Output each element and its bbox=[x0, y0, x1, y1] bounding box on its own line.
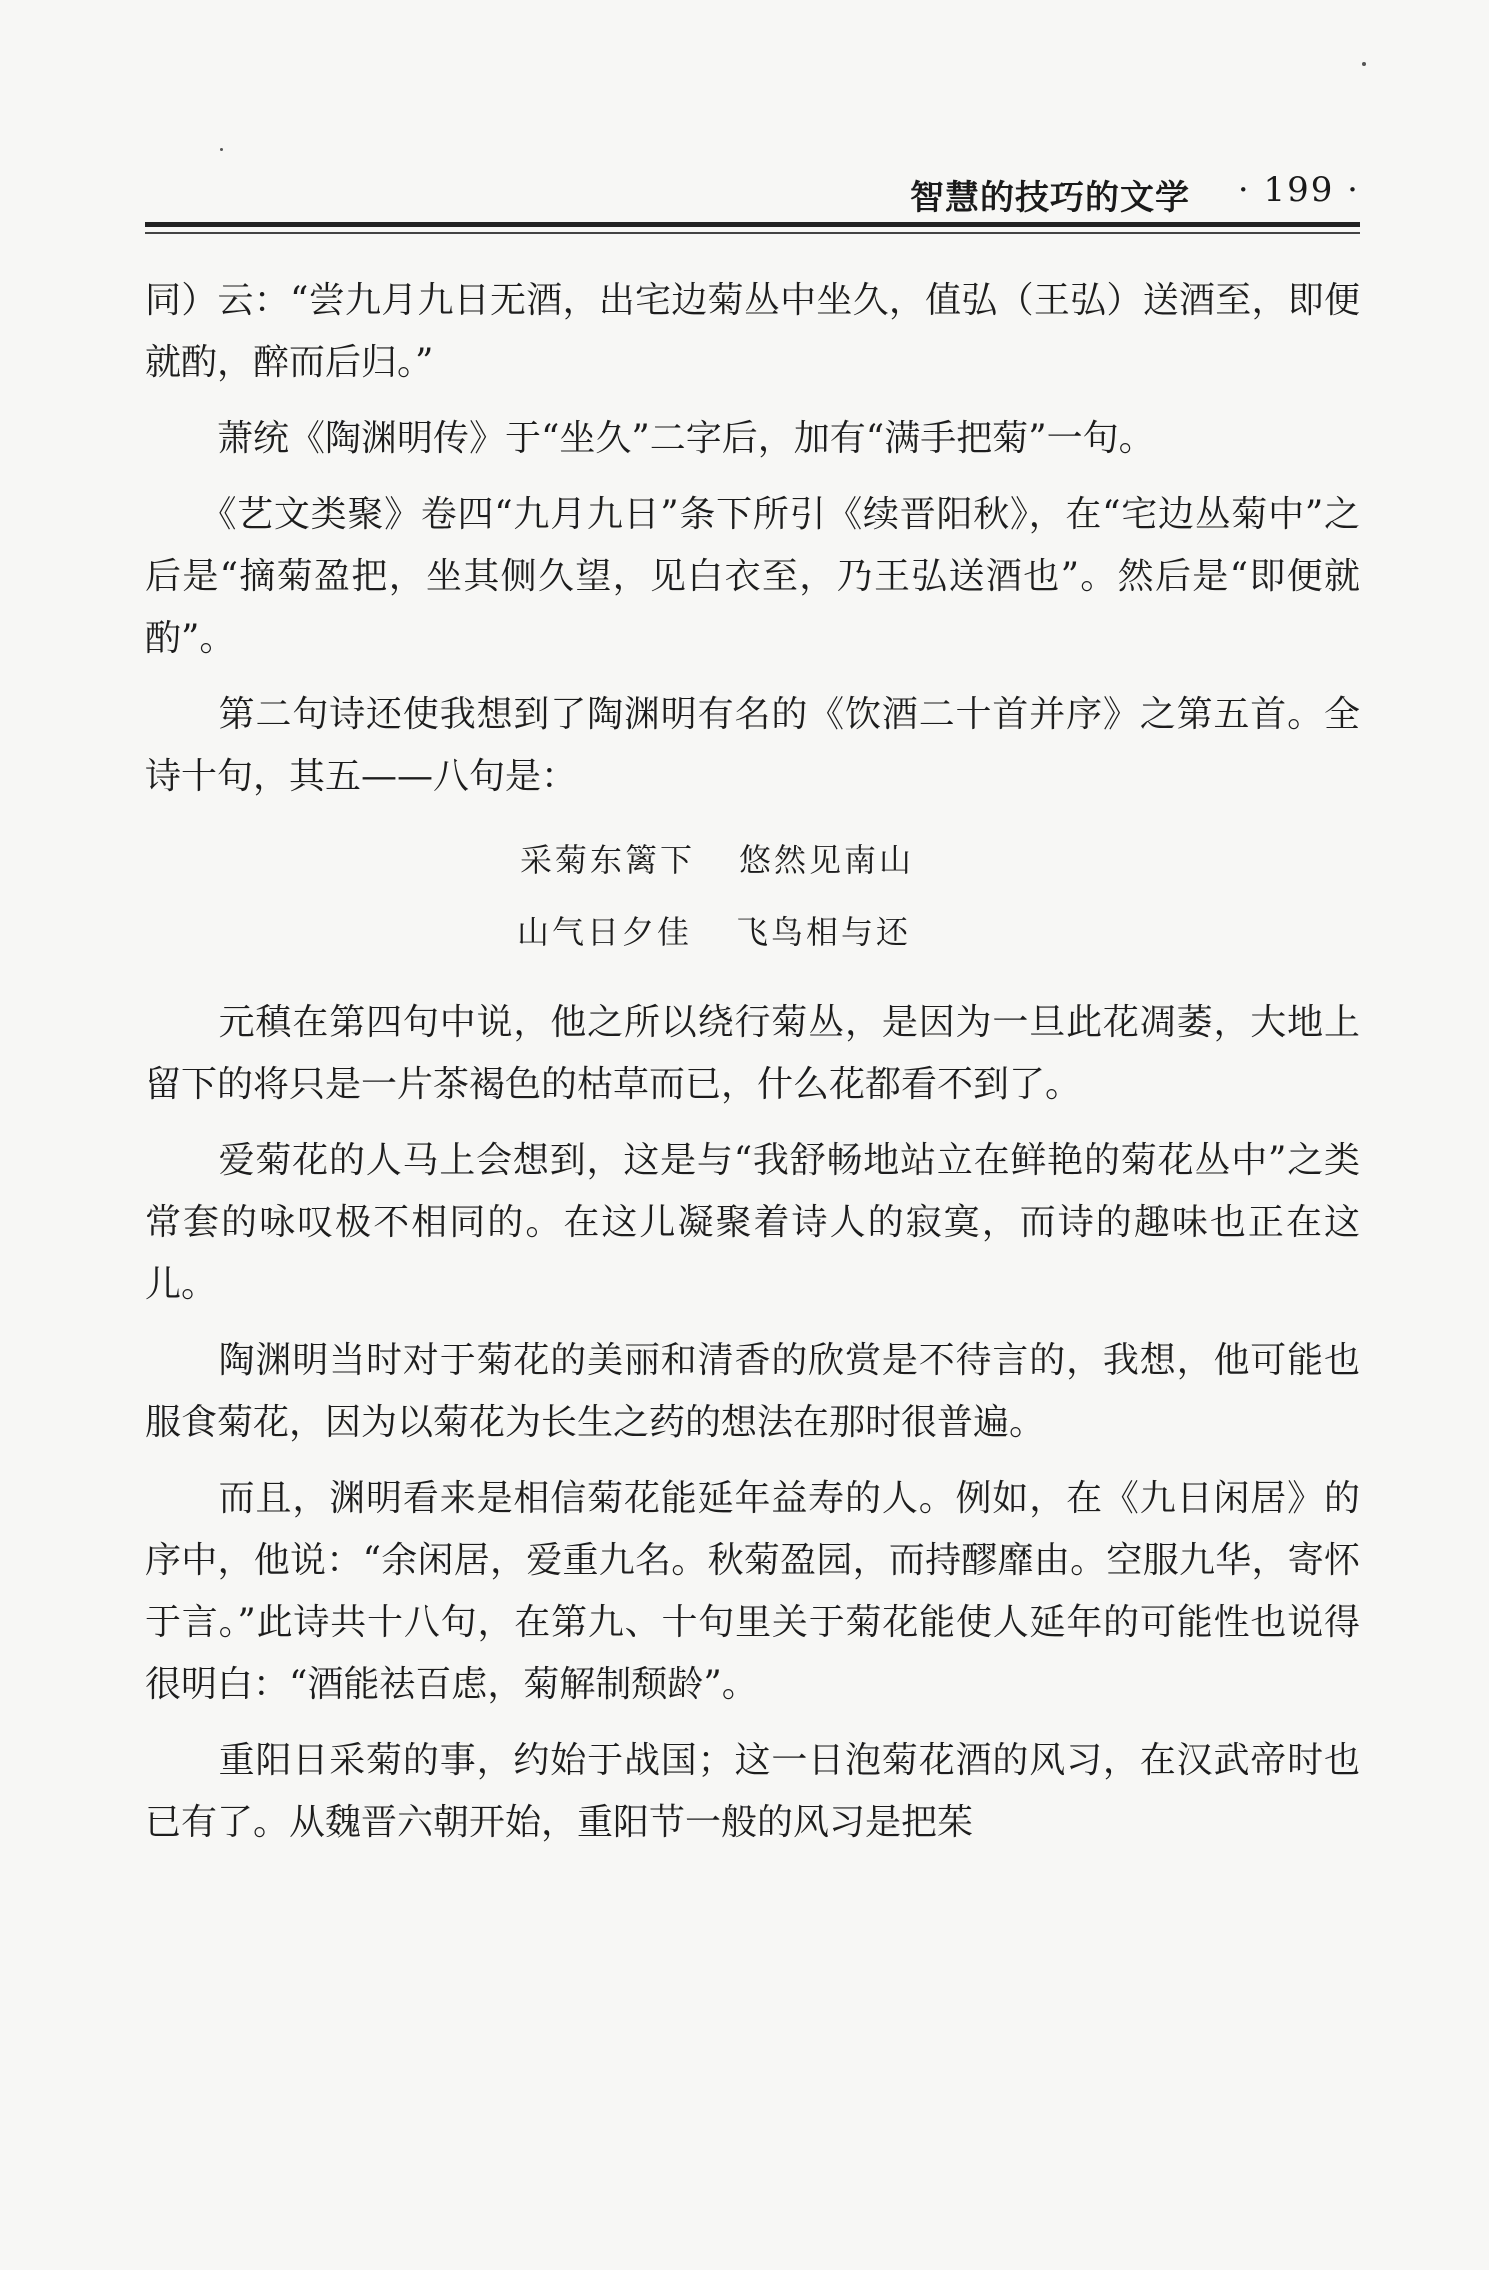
running-title: 智慧的技巧的文学 bbox=[910, 178, 1190, 218]
paragraph: 第二句诗还使我想到了陶渊明有名的《饮酒二十首并序》之第五首。全诗十句，其五——八句是： bbox=[145, 694, 1360, 797]
print-speck bbox=[220, 148, 223, 151]
paragraph: 同）云：“尝九月九日无酒，出宅边菊丛中坐久，值弘（王弘）送酒至，即便就酌，醉而后归。” bbox=[145, 280, 1360, 383]
paragraph: 而且，渊明看来是相信菊花能延年益寿的人。例如，在《九日闲居》的序中，他说：“余闲居，爱重九名。秋菊盈园，而持醪靡由。空服九华，寄怀于言。”此诗共十八句，在第九、十句里关于菊花能使人延年的可能性也说得很明白：“酒能祛百虑，菊解制颓龄”。 bbox=[145, 1478, 1360, 1705]
page-number: · 199 · bbox=[1237, 170, 1360, 210]
poem-hemistich: 采菊东篱下 bbox=[520, 841, 696, 879]
paragraph: 元稹在第四句中说，他之所以绕行菊丛，是因为一旦此花凋萎，大地上留下的将只是一片茶褐色的枯草而已，什么花都看不到了。 bbox=[145, 1002, 1360, 1105]
paragraph: 重阳日采菊的事，约始于战国；这一日泡菊花酒的风习，在汉武帝时也已有了。从魏晋六朝开始，重阳节一般的风习是把茱 bbox=[145, 1740, 1360, 1843]
header-rule-thin bbox=[145, 232, 1360, 234]
poem-hemistich: 悠然见南山 bbox=[739, 841, 915, 879]
poem-line bbox=[145, 824, 1360, 896]
paragraph: 萧统《陶渊明传》于“坐久”二字后，加有“满手把菊”一句。 bbox=[145, 418, 1155, 459]
header-rule bbox=[145, 222, 1360, 227]
poem-line bbox=[145, 896, 1360, 968]
page-header bbox=[145, 158, 1360, 218]
print-speck bbox=[1362, 62, 1366, 66]
paragraph: 陶渊明当时对于菊花的美丽和清香的欣赏是不待言的，我想，他可能也服食菊花，因为以菊花为长生之药的想法在那时很普遍。 bbox=[145, 1340, 1360, 1443]
poem-hemistich: 山气日夕佳 bbox=[517, 913, 693, 951]
paragraph: 《艺文类聚》卷四“九月九日”条下所引《续晋阳秋》，在“宅边丛菊中”之后是“摘菊盈把，坐其侧久望，见白衣至，乃王弘送酒也”。然后是“即便就酌”。 bbox=[145, 494, 1360, 659]
paragraph: 爱菊花的人马上会想到，这是与“我舒畅地站立在鲜艳的菊花丛中”之类常套的咏叹极不相同的。在这儿凝聚着诗人的寂寞，而诗的趣味也正在这儿。 bbox=[145, 1140, 1360, 1305]
poem-quote bbox=[145, 824, 1360, 968]
poem-hemistich: 飞鸟相与还 bbox=[736, 913, 912, 951]
body-text bbox=[145, 270, 1360, 1868]
